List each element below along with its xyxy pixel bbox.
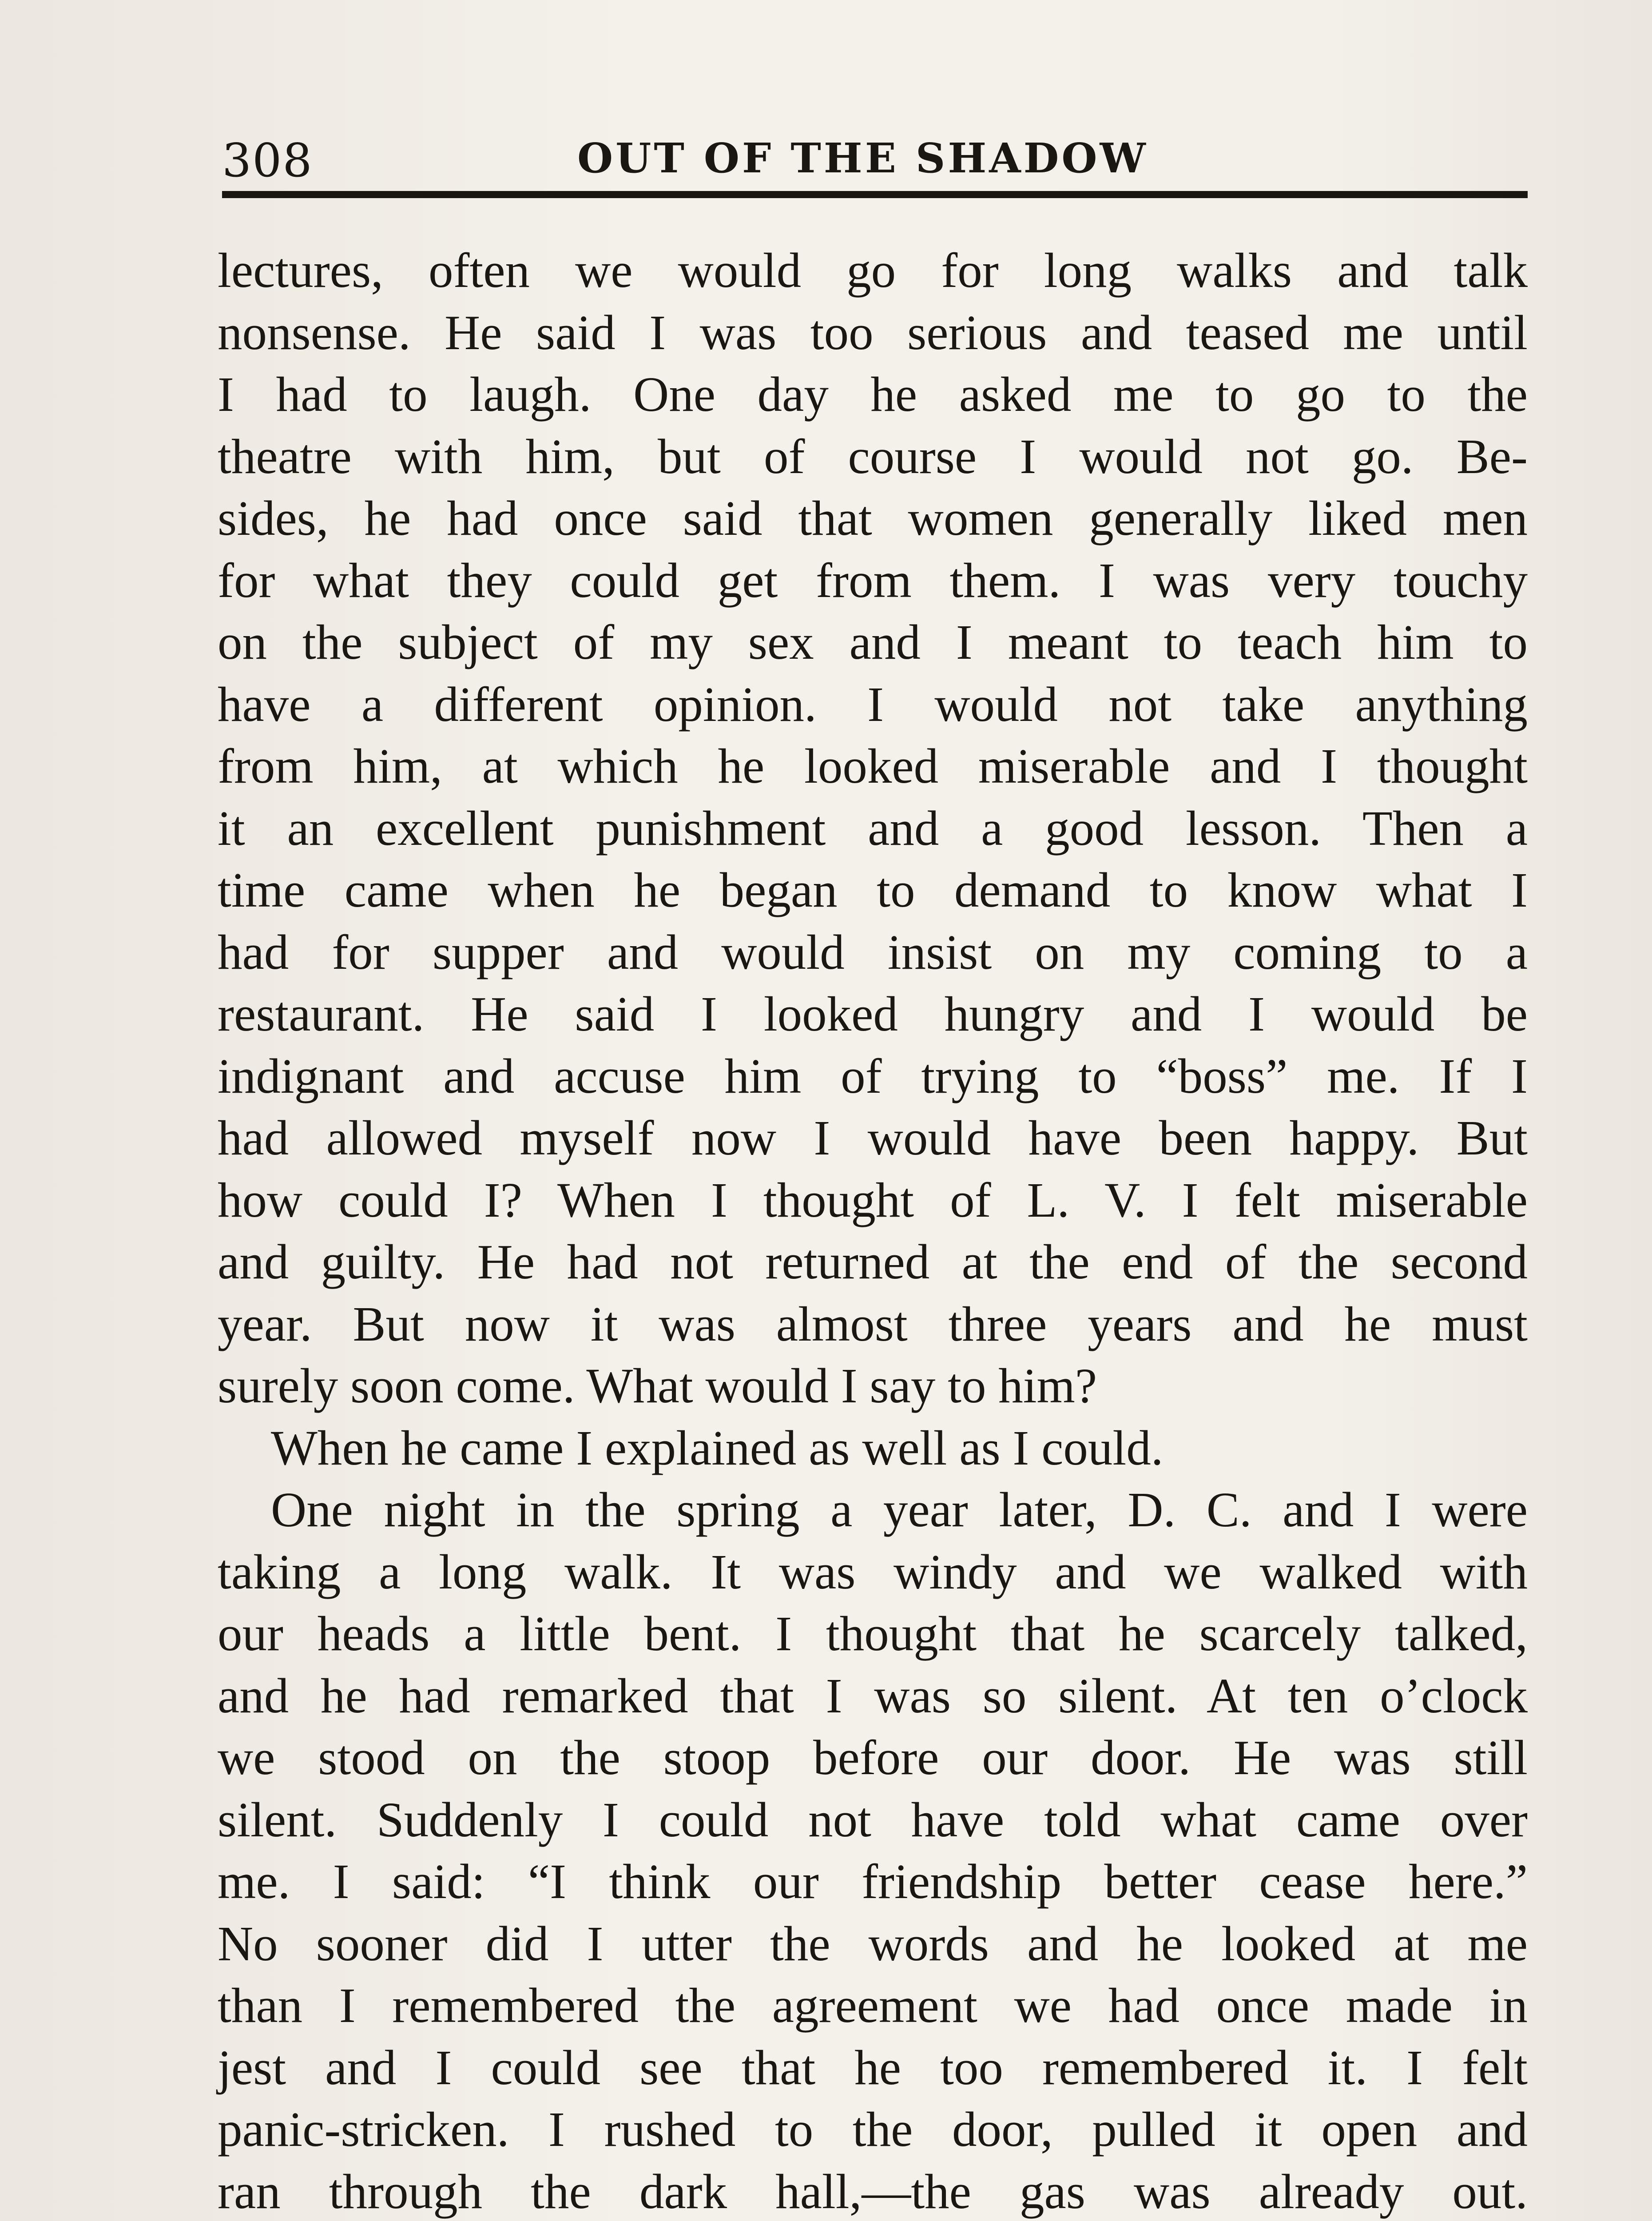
text-line: and guilty. He had not returned at the end of the second bbox=[218, 1235, 1528, 1290]
page-number: 308 bbox=[222, 133, 313, 187]
text-line: One night in the spring a year later, D. C. and I were bbox=[271, 1483, 1528, 1537]
text-line: I had to laugh. One day he asked me to go to the bbox=[218, 367, 1528, 422]
text-line: surely soon come. What would I say to him? bbox=[218, 1359, 1097, 1413]
text-line: and he had remarked that I was so silent. At ten o’clock bbox=[218, 1668, 1528, 1723]
text-line: had for supper and would insist on my coming to a bbox=[218, 925, 1528, 980]
text-line: it an excellent punishment and a good lesson. Then a bbox=[218, 801, 1528, 856]
text-line: have a different opinion. I would not take anything bbox=[218, 677, 1528, 732]
text-line: panic-stricken. I rushed to the door, pulled it open and bbox=[218, 2102, 1528, 2157]
page-header bbox=[222, 129, 1528, 195]
text-line: me. I said: “I think our friendship better cease here.” bbox=[218, 1855, 1528, 1909]
text-line: year. But now it was almost three years and he must bbox=[218, 1297, 1528, 1352]
text-line: ran through the dark hall,—the gas was already out. bbox=[218, 2164, 1528, 2219]
text-line: had allowed myself now I would have been happy. But bbox=[218, 1111, 1528, 1166]
text-line: No sooner did I utter the words and he looked at me bbox=[218, 1916, 1528, 1971]
text-line: time came when he began to demand to know what I bbox=[218, 863, 1528, 918]
text-line: taking a long walk. It was windy and we walked with bbox=[218, 1544, 1528, 1600]
text-line: nonsense. He said I was too serious and teased me until bbox=[218, 305, 1528, 360]
text-line: indignant and accuse him of trying to “boss” me. If I bbox=[218, 1049, 1528, 1104]
text-line: sides, he had once said that women generally liked men bbox=[218, 491, 1528, 546]
text-line: When he came I explained as well as I could. bbox=[271, 1421, 1164, 1476]
text-line: lectures, often we would go for long walks and talk bbox=[218, 243, 1528, 298]
running-title: OUT OF THE SHADOW bbox=[577, 134, 1148, 182]
text-line: restaurant. He said I looked hungry and I would be bbox=[218, 987, 1528, 1042]
text-line: silent. Suddenly I could not have told what came over bbox=[218, 1792, 1528, 1847]
text-line: how could I? When I thought of L. V. I felt miserable bbox=[218, 1173, 1528, 1228]
text-line: than I remembered the agreement we had once made in bbox=[218, 1978, 1528, 2033]
text-line: from him, at which he looked miserable and I thought bbox=[218, 739, 1528, 794]
text-line: theatre with him, but of course I would not go. Be- bbox=[218, 429, 1528, 484]
text-line: our heads a little bent. I thought that he scarcely talked, bbox=[218, 1607, 1528, 1661]
body-text bbox=[218, 240, 1528, 2221]
text-line: on the subject of my sex and I meant to teach him to bbox=[218, 615, 1528, 670]
text-line: for what they could get from them. I was very touchy bbox=[218, 553, 1528, 608]
text-line: jest and I could see that he too remembered it. I felt bbox=[218, 2040, 1528, 2095]
header-rule bbox=[222, 191, 1528, 198]
text-line: we stood on the stoop before our door. He was still bbox=[218, 1731, 1528, 1785]
